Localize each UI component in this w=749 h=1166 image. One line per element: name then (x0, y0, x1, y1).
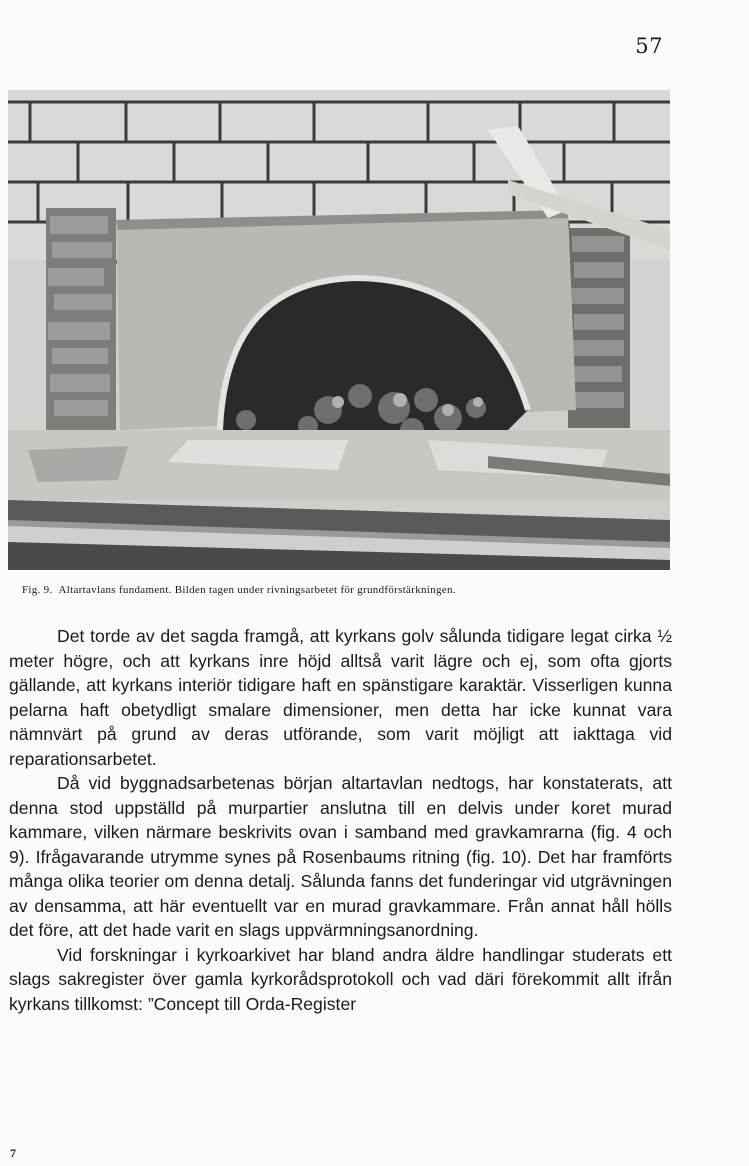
left-brick-pier (46, 208, 116, 440)
right-brick-pier (568, 228, 630, 428)
page-number: 57 (635, 34, 663, 58)
body-text (9, 624, 672, 1016)
signature-mark: 7 (10, 1146, 16, 1160)
altar-foundation-photo (8, 90, 670, 570)
figure-caption (22, 584, 682, 596)
stone-slab-with-arch (116, 210, 576, 430)
figure-label: Fig. 9. (22, 584, 53, 596)
paragraph-3: Vid forskningar i kyrkoarkivet har bland andra äldre handlingar studerats ett slags sakregister över gamla kyrkorådsprotokoll och vad däri förekommit allt ifrån kyrkans tillkomst: ”Concept till Orda-Register (9, 944, 672, 1014)
figure-photo (8, 90, 670, 570)
paragraph-2: Då vid byggnadsarbetenas början altartavlan nedtogs, har konstaterats, att denna stod uppställd på murpartier anslutna till en delvis under koret murad kammare, vilken närmare beskrivits ovan i samband med gravkamrarna (fig. 4 och 9). Ifrågavarande utrymme synes på Rosenbaums ritning (fig. 10). Det har framförts många olika teorier om denna detalj. Sålunda fanns det funderingar vid utgrävningen av densamma, att här eventuellt var en murad gravkammare. Från annat håll hölls det före, att det hade varit en slags uppvärmningsanordning. (9, 773, 672, 940)
figure-caption-text: Altartavlans fundament. Bilden tagen under rivningsarbetet för grundförstärkningen. (58, 584, 456, 596)
paragraph-1: Det torde av det sagda framgå, att kyrkans golv sålunda tidigare legat cirka ½ meter högre, och att kyrkans inre höjd alltså varit lägre och ej, som ofta gjorts gällande, att kyrkans interiör tidigare haft en spänstigare karaktär. Visserligen kunna pelarna haft obetydligt smalare dimensioner, men detta har icke kunnat vara nämnvärt på grund av deras utförande, som varit möjligt att iakttaga vid reparationsarbetet. (9, 626, 672, 769)
